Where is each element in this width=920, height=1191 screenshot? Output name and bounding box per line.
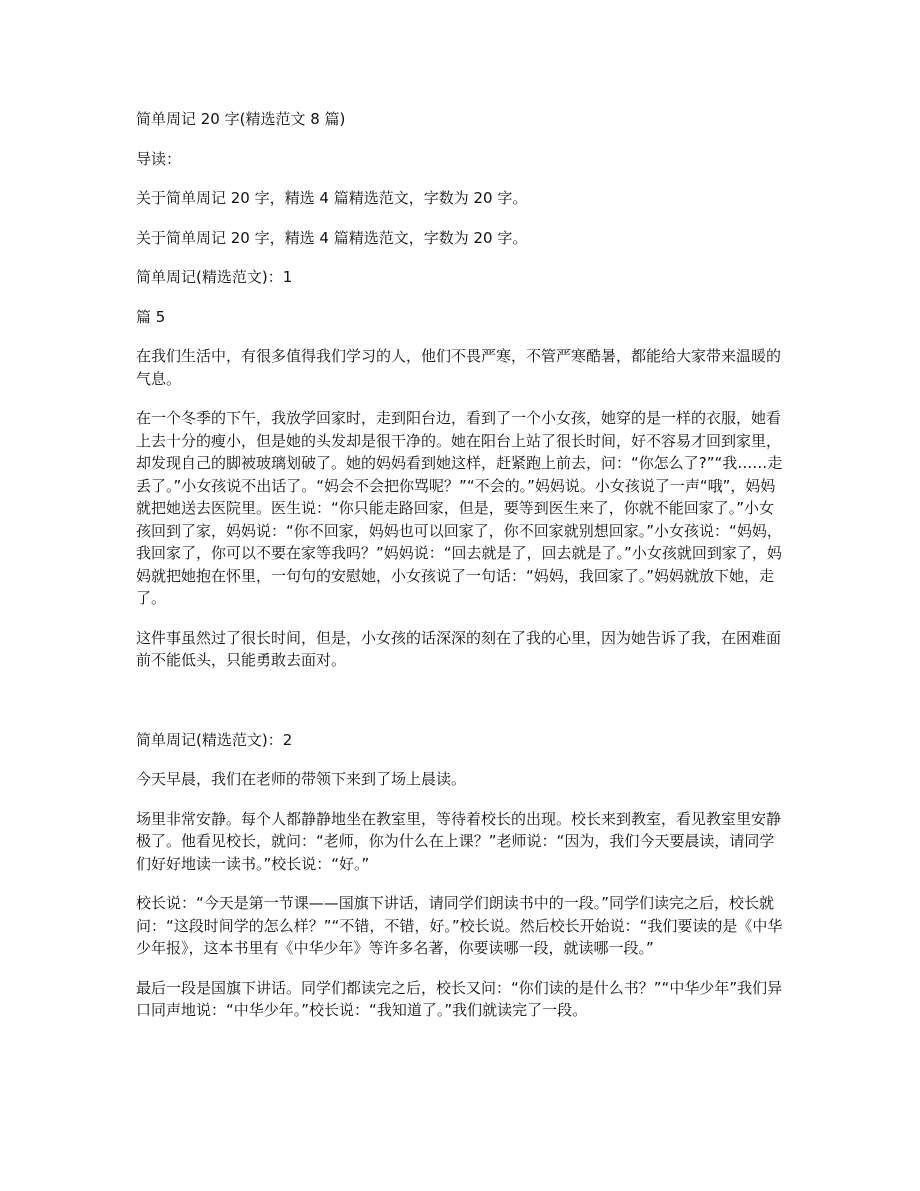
section-heading: 简单周记(精选范文)：1: [136, 268, 293, 286]
body-paragraph: 场里非常安静。每个人都静静地坐在教室里，等待着校长的出现。校长来到教室，看见教室里安静极了。他看见校长，就问：“老师，你为什么在上课？”老师说：“因为，我们今天要晨读，请同学们好好地读一读书。”校长说：“好。”: [136, 809, 782, 873]
intro-label: 导读：: [136, 149, 182, 168]
intro-line: 关于简单周记 20 字，精选 4 篇精选范文，字数为 20 字。: [136, 228, 528, 247]
section-heading: 简单周记(精选范文)：2: [136, 730, 293, 749]
body-paragraph: 今天早晨，我们在老师的带领下来到了场上晨读。: [136, 770, 467, 788]
document-body: [136, 108, 786, 1039]
document-title: 简单周记 20 字(精选范文 8 篇): [136, 110, 346, 128]
body-paragraph: 在我们生活中，有很多值得我们学习的人，他们不畏严寒，不管严寒酷暑，都能给大家带来温暖的气息。: [136, 347, 782, 388]
section-gap: [136, 689, 786, 729]
body-paragraph: 在一个冬季的下午，我放学回家时，走到阳台边，看到了一个小女孩，她穿的是一样的衣服，她看上去十分的瘦小，但是她的头发却是很干净的。她在阳台上站了很长时间，好不容易才回到家里，却发现自己的脚被玻璃划破了。她的妈妈看到她这样，赶紧跑上前去，问：“你怎么了?”“我……走丢了。”小女孩说不出话了。“妈会不会把你骂呢？”“不会的。”妈妈说。小女孩说了一声“哦”，妈妈就把她送去医院里。医生说：“你只能走路回家，但是，要等到医生来了，你就不能回家了。”小女孩回到了家，妈妈说：“你不回家，妈妈也可以回家了，你不回家就别想回家。”小女孩说：“妈妈，我回家了，你可以不要在家等我吗？”妈妈说：“回去就是了，回去就是了。”小女孩就回到家了，妈妈就把她抱在怀里，一句句的安慰她，小女孩说了一句话：“妈妈，我回家了。”妈妈就放下她，走了。: [136, 409, 783, 607]
intro-line: 关于简单周记 20 字，精选 4 篇精选范文，字数为 20 字。: [136, 189, 528, 207]
body-paragraph: 这件事虽然过了很长时间，但是，小女孩的话深深的刻在了我的心里，因为她告诉了我，在困难面前不能低头，只能勇敢去面对。: [136, 628, 782, 669]
body-paragraph: 最后一段是国旗下讲话。同学们都读完之后，校长又问：“你们读的是什么书？”“中华少年”我们异口同声地说：“中华少年。”校长说：“我知道了。”我们就读完了一段。: [136, 978, 783, 1019]
body-paragraph: 校长说：“今天是第一节课——国旗下讲话，请同学们朗读书中的一段。”同学们读完之后，校长就问：“这段时间学的怎么样？”“不错，不错，好。”校长说。然后校长开始说：“我们要读的是《中华少年报》，这本书里有《中华少年》等许多名著，你要读哪一段，就读哪一段。”: [136, 894, 783, 957]
section-subheading: 篇 5: [136, 307, 166, 326]
